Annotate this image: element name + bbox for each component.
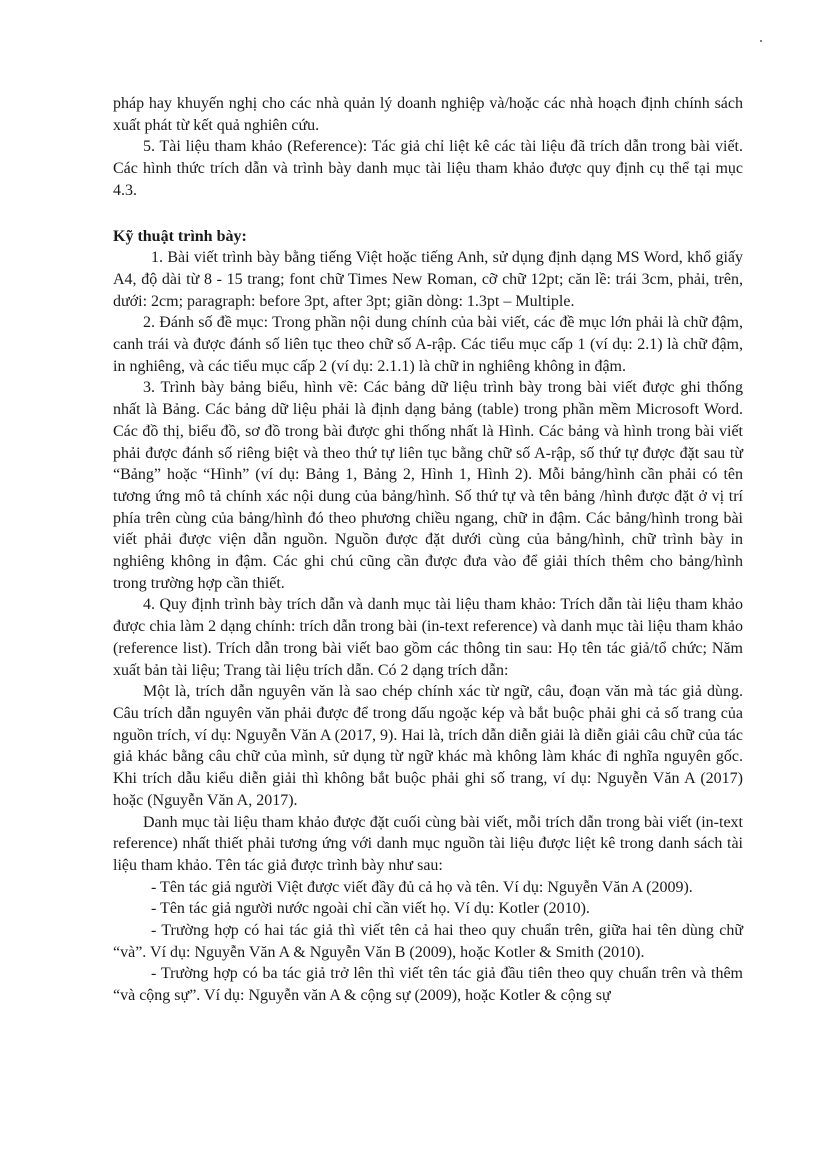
paragraph-headings: 2. Đánh số đề mục: Trong phần nội dung chính của bài viết, các đề mục lớn phải là chữ đậm, canh trái và được đánh số liên tục theo chữ số A-rập. Các tiểu mục cấp 1 (ví dụ: 2.1) là chữ đậm, in nghiêng, và các tiểu mục cấp 2 (ví dụ: 2.1.1) là chữ in nghiêng không in đậm. [113, 314, 743, 375]
list-item: - Tên tác giả người Việt được viết đầy đủ cả họ và tên. Ví dụ: Nguyễn Văn A (2009). [151, 878, 693, 896]
paragraph-citation-types: Một là, trích dẫn nguyên văn là sao chép chính xác từ ngữ, câu, đoạn văn mà tác giả dùng. Câu trích dẫn nguyên văn phải được để trong dấu ngoặc kép và bắt buộc phải ghi cả số trang của nguồn trích, ví dụ: Nguyễn Văn A (2017, 9). Hai là, trích dẫn diễn giải là diễn giải câu chữ của tác giả khác bằng câu chữ của mình, sử dụng từ ngữ khác mà không làm khác đi nghĩa nguyên gốc. Khi trích dẫu kiểu diễn giải thì không bắt buộc phải ghi số trang, ví dụ: Nguyễn Văn A (2017) hoặc (Nguyễn Văn A, 2017). [113, 683, 743, 809]
scan-speck [760, 40, 762, 42]
section-gap [113, 202, 743, 226]
list-item: - Trường hợp có hai tác giả thì viết tên cả hai theo quy chuẩn trên, giữa hai tên dùng chữ “và”. Ví dụ: Nguyễn Văn A & Nguyễn Văn B (2009), hoặc Kotler & Smith (2010). [113, 922, 743, 961]
list-item: - Tên tác giả người nước ngoài chỉ cần viết họ. Ví dụ: Kotler (2010). [151, 900, 590, 918]
paragraph-continuation: pháp hay khuyến nghị cho các nhà quản lý doanh nghiệp và/hoặc các nhà hoạch định chính sách xuất phát từ kết quả nghiên cứu. [113, 95, 743, 134]
paragraph-reference-list: Danh mục tài liệu tham khảo được đặt cuối cùng bài viết, mỗi trích dẫn trong bài viết (in-text reference) nhất thiết phải tương ứng với danh mục nguồn tài liệu được liệt kê trong danh sách tài liệu tham khảo. Tên tác giả được trình bày như sau: [113, 813, 743, 874]
paragraph-format: 1. Bài viết trình bày bằng tiếng Việt hoặc tiếng Anh, sử dụng định dạng MS Word, khổ giấy A4, độ dài từ 8 - 15 trang; font chữ Times New Roman, cỡ chữ 12pt; căn lề: trái 3cm, phải, trên, dưới: 2cm; paragraph: before 3pt, after 3pt; giãn dòng: 1.3pt – Multiple. [113, 249, 743, 310]
section-heading: Kỹ thuật trình bày: [113, 227, 247, 245]
paragraph-citations: 4. Quy định trình bày trích dẫn và danh mục tài liệu tham khảo: Trích dẫn tài liệu tham khảo được chia làm 2 dạng chính: trích dẫn trong bài (in-text reference) và danh mục tài liệu tham khảo (reference list). Trích dẫn trong bài viết bao gồm các thông tin sau: Họ tên tác giả/tổ chức; Năm xuất bản tài liệu; Trang tài liệu trích dẫn. Có 2 dạng trích dẫn: [113, 596, 743, 679]
list-item: - Trường hợp có ba tác giả trở lên thì viết tên tác giả đầu tiên theo quy chuẩn trên và thêm “và cộng sự”. Ví dụ: Nguyễn văn A & cộng sự (2009), hoặc Kotler & cộng sự [113, 965, 743, 1005]
paragraph-references: 5. Tài liệu tham khảo (Reference): Tác giả chỉ liệt kê các tài liệu đã trích dẫn trong bài viết. Các hình thức trích dẫn và trình bày danh mục tài liệu tham khảo được quy định cụ thể tại mục 4.3. [113, 138, 743, 199]
paragraph-tables-figures: 3. Trình bày bảng biểu, hình vẽ: Các bảng dữ liệu trình bày trong bài viết được ghi thống nhất là Bảng. Các bảng dữ liệu phải là định dạng bảng (table) trong phần mềm Microsoft Word. Các đồ thị, biểu đồ, sơ đồ trong bài được ghi thống nhất là Hình. Các bảng và hình trong bài viết phải được đánh số riêng biệt và theo thứ tự liên tục bằng chữ số A-rập, số thứ tự được đặt sau từ “Bảng” hoặc “Hình” (ví dụ: Bảng 1, Bảng 2, Hình 1, Hình 2). Mỗi bảng/hình cần phải có tên tương ứng mô tả chính xác nội dung của bảng/hình. Số thứ tự và tên bảng /hình được đặt ở vị trí phía trên cùng của bảng/hình đó theo phương chiều ngang, chữ in đậm. Các bảng/hình trong bài viết phải được viện dẫn nguồn. Nguồn được đặt dưới cùng của bảng/hình, chữ trình bày in nghiêng không in đậm. Các ghi chú cũng cần được đưa vào để giải thích thêm cho bảng/hình trong trường hợp cần thiết. [113, 379, 743, 592]
